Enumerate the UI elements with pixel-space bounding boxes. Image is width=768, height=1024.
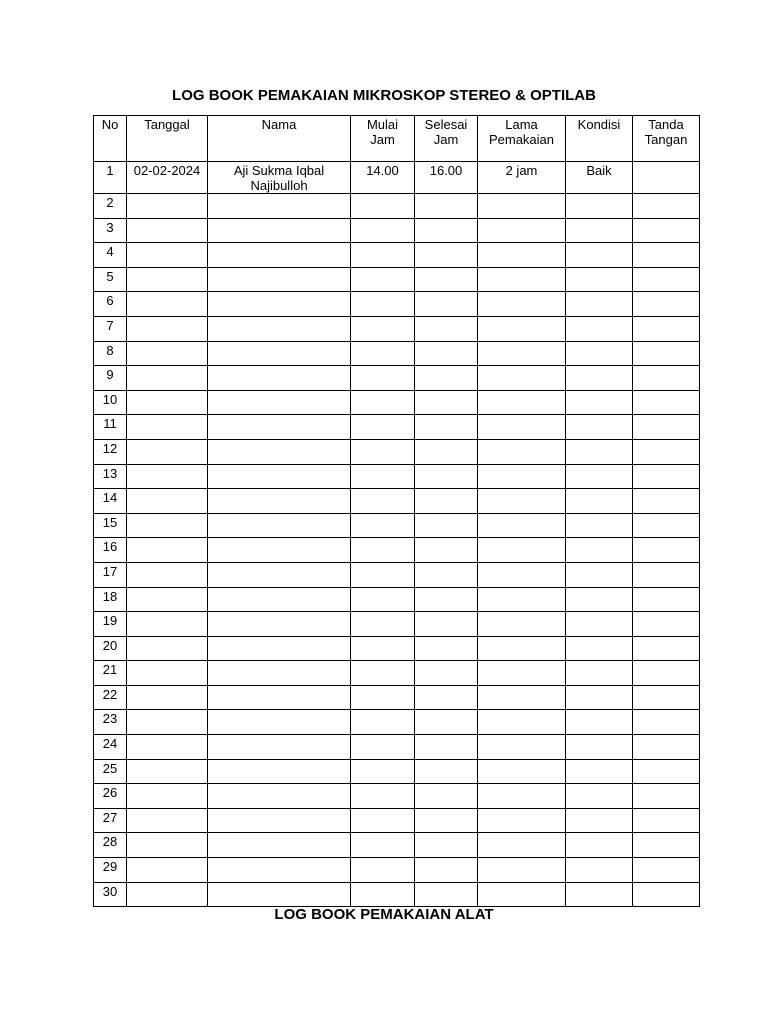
cell-no: 4: [94, 243, 127, 268]
cell-tanda-tangan: [633, 267, 700, 292]
cell-tanda-tangan: [633, 661, 700, 686]
table-row: [94, 513, 700, 538]
cell-kondisi: [566, 833, 633, 858]
cell-nama: [208, 267, 351, 292]
cell-tanda-tangan: [633, 316, 700, 341]
cell-lama-pemakaian: [478, 243, 566, 268]
header-selesai-jam: Selesai Jam: [415, 116, 478, 162]
cell-mulai-jam: [351, 194, 415, 219]
cell-tanda-tangan: [633, 735, 700, 760]
cell-nama: [208, 858, 351, 883]
table-row: [94, 784, 700, 809]
table-row: [94, 562, 700, 587]
cell-selesai-jam: [415, 292, 478, 317]
cell-lama-pemakaian: [478, 784, 566, 809]
cell-tanggal: [127, 562, 208, 587]
cell-nama: [208, 882, 351, 907]
cell-kondisi: [566, 661, 633, 686]
cell-no: 9: [94, 366, 127, 391]
cell-mulai-jam: 14.00: [351, 162, 415, 194]
cell-tanggal: [127, 267, 208, 292]
cell-lama-pemakaian: [478, 415, 566, 440]
cell-kondisi: [566, 808, 633, 833]
cell-no: 26: [94, 784, 127, 809]
table-row: [94, 194, 700, 219]
cell-tanda-tangan: [633, 513, 700, 538]
table-row: [94, 710, 700, 735]
cell-mulai-jam: [351, 366, 415, 391]
cell-kondisi: [566, 464, 633, 489]
cell-kondisi: [566, 612, 633, 637]
cell-tanggal: [127, 538, 208, 563]
cell-lama-pemakaian: [478, 267, 566, 292]
cell-no: 29: [94, 858, 127, 883]
table-row: [94, 316, 700, 341]
cell-tanda-tangan: [633, 833, 700, 858]
table-row: [94, 218, 700, 243]
cell-mulai-jam: [351, 784, 415, 809]
cell-selesai-jam: [415, 243, 478, 268]
cell-kondisi: [566, 759, 633, 784]
cell-tanggal: 02-02-2024: [127, 162, 208, 194]
cell-mulai-jam: [351, 587, 415, 612]
header-mulai-jam: Mulai Jam: [351, 116, 415, 162]
cell-kondisi: [566, 710, 633, 735]
cell-nama: [208, 538, 351, 563]
cell-kondisi: [566, 439, 633, 464]
cell-selesai-jam: [415, 341, 478, 366]
cell-mulai-jam: [351, 882, 415, 907]
cell-tanggal: [127, 439, 208, 464]
cell-kondisi: [566, 882, 633, 907]
cell-lama-pemakaian: 2 jam: [478, 162, 566, 194]
cell-tanggal: [127, 341, 208, 366]
cell-mulai-jam: [351, 341, 415, 366]
cell-tanggal: [127, 194, 208, 219]
cell-tanggal: [127, 464, 208, 489]
cell-selesai-jam: [415, 759, 478, 784]
cell-nama: [208, 316, 351, 341]
cell-selesai-jam: [415, 267, 478, 292]
cell-no: 8: [94, 341, 127, 366]
cell-no: 24: [94, 735, 127, 760]
cell-kondisi: [566, 194, 633, 219]
cell-mulai-jam: [351, 464, 415, 489]
cell-lama-pemakaian: [478, 489, 566, 514]
cell-selesai-jam: [415, 464, 478, 489]
cell-nama: [208, 194, 351, 219]
cell-no: 21: [94, 661, 127, 686]
cell-selesai-jam: 16.00: [415, 162, 478, 194]
cell-tanggal: [127, 390, 208, 415]
cell-kondisi: [566, 587, 633, 612]
cell-lama-pemakaian: [478, 194, 566, 219]
cell-no: 16: [94, 538, 127, 563]
cell-tanda-tangan: [633, 439, 700, 464]
cell-nama: [208, 587, 351, 612]
cell-no: 15: [94, 513, 127, 538]
cell-selesai-jam: [415, 538, 478, 563]
cell-tanggal: [127, 292, 208, 317]
cell-nama: [208, 390, 351, 415]
cell-tanda-tangan: [633, 390, 700, 415]
cell-tanggal: [127, 882, 208, 907]
table-row: [94, 858, 700, 883]
cell-selesai-jam: [415, 685, 478, 710]
cell-tanda-tangan: [633, 562, 700, 587]
cell-tanda-tangan: [633, 341, 700, 366]
cell-tanda-tangan: [633, 366, 700, 391]
cell-tanda-tangan: [633, 612, 700, 637]
table-row: [94, 833, 700, 858]
cell-mulai-jam: [351, 538, 415, 563]
cell-nama: [208, 366, 351, 391]
cell-selesai-jam: [415, 710, 478, 735]
cell-mulai-jam: [351, 316, 415, 341]
cell-nama: [208, 513, 351, 538]
cell-tanggal: [127, 612, 208, 637]
table-row: [94, 292, 700, 317]
cell-lama-pemakaian: [478, 661, 566, 686]
cell-tanggal: [127, 316, 208, 341]
cell-kondisi: [566, 489, 633, 514]
cell-lama-pemakaian: [478, 759, 566, 784]
cell-mulai-jam: [351, 243, 415, 268]
cell-mulai-jam: [351, 562, 415, 587]
cell-kondisi: [566, 685, 633, 710]
cell-mulai-jam: [351, 415, 415, 440]
cell-lama-pemakaian: [478, 538, 566, 563]
cell-tanggal: [127, 710, 208, 735]
cell-selesai-jam: [415, 882, 478, 907]
cell-lama-pemakaian: [478, 710, 566, 735]
footer-title: LOG BOOK PEMAKAIAN ALAT: [274, 906, 494, 923]
cell-mulai-jam: [351, 735, 415, 760]
header-nama: Nama: [208, 116, 351, 162]
cell-kondisi: [566, 267, 633, 292]
cell-nama: [208, 612, 351, 637]
cell-tanda-tangan: [633, 808, 700, 833]
page-title: LOG BOOK PEMAKAIAN MIKROSKOP STEREO & OPTILAB: [172, 87, 596, 104]
cell-nama: [208, 489, 351, 514]
cell-selesai-jam: [415, 587, 478, 612]
cell-mulai-jam: [351, 710, 415, 735]
cell-lama-pemakaian: [478, 513, 566, 538]
cell-tanggal: [127, 833, 208, 858]
cell-mulai-jam: [351, 513, 415, 538]
table-row: [94, 439, 700, 464]
cell-lama-pemakaian: [478, 636, 566, 661]
cell-selesai-jam: [415, 562, 478, 587]
cell-lama-pemakaian: [478, 316, 566, 341]
cell-lama-pemakaian: [478, 366, 566, 391]
cell-kondisi: [566, 562, 633, 587]
cell-tanggal: [127, 415, 208, 440]
cell-lama-pemakaian: [478, 808, 566, 833]
header-kondisi: Kondisi: [566, 116, 633, 162]
cell-tanggal: [127, 759, 208, 784]
cell-kondisi: [566, 390, 633, 415]
cell-nama: [208, 218, 351, 243]
table-row: [94, 661, 700, 686]
cell-kondisi: [566, 538, 633, 563]
cell-mulai-jam: [351, 267, 415, 292]
cell-no: 20: [94, 636, 127, 661]
cell-no: 14: [94, 489, 127, 514]
cell-tanda-tangan: [633, 587, 700, 612]
cell-no: 23: [94, 710, 127, 735]
cell-tanda-tangan: [633, 685, 700, 710]
cell-kondisi: [566, 513, 633, 538]
table-row: [94, 538, 700, 563]
cell-tanggal: [127, 858, 208, 883]
table-row: [94, 612, 700, 637]
cell-lama-pemakaian: [478, 341, 566, 366]
cell-lama-pemakaian: [478, 735, 566, 760]
cell-nama: [208, 341, 351, 366]
cell-no: 28: [94, 833, 127, 858]
cell-no: 13: [94, 464, 127, 489]
cell-nama: [208, 562, 351, 587]
cell-no: 7: [94, 316, 127, 341]
table-header: [94, 116, 700, 162]
cell-tanda-tangan: [633, 538, 700, 563]
cell-tanda-tangan: [633, 784, 700, 809]
cell-selesai-jam: [415, 661, 478, 686]
table-row: [94, 808, 700, 833]
table-row: [94, 267, 700, 292]
table-row: [94, 415, 700, 440]
cell-mulai-jam: [351, 759, 415, 784]
cell-nama: [208, 685, 351, 710]
cell-nama: [208, 710, 351, 735]
cell-nama: [208, 243, 351, 268]
cell-lama-pemakaian: [478, 833, 566, 858]
cell-no: 27: [94, 808, 127, 833]
cell-tanggal: [127, 661, 208, 686]
cell-selesai-jam: [415, 218, 478, 243]
table-row: [94, 587, 700, 612]
cell-lama-pemakaian: [478, 464, 566, 489]
table-row: [94, 636, 700, 661]
cell-nama: [208, 464, 351, 489]
cell-tanda-tangan: [633, 858, 700, 883]
cell-mulai-jam: [351, 636, 415, 661]
cell-kondisi: [566, 415, 633, 440]
cell-no: 10: [94, 390, 127, 415]
cell-lama-pemakaian: [478, 439, 566, 464]
cell-nama: [208, 661, 351, 686]
table-body: [94, 162, 700, 907]
table-row: [94, 341, 700, 366]
cell-selesai-jam: [415, 415, 478, 440]
cell-kondisi: [566, 858, 633, 883]
cell-mulai-jam: [351, 489, 415, 514]
cell-mulai-jam: [351, 685, 415, 710]
cell-selesai-jam: [415, 784, 478, 809]
cell-lama-pemakaian: [478, 858, 566, 883]
cell-nama: [208, 808, 351, 833]
cell-tanggal: [127, 489, 208, 514]
cell-selesai-jam: [415, 390, 478, 415]
cell-nama: [208, 415, 351, 440]
cell-tanggal: [127, 587, 208, 612]
cell-selesai-jam: [415, 612, 478, 637]
cell-lama-pemakaian: [478, 685, 566, 710]
cell-selesai-jam: [415, 636, 478, 661]
cell-tanda-tangan: [633, 218, 700, 243]
cell-tanda-tangan: [633, 464, 700, 489]
cell-tanda-tangan: [633, 882, 700, 907]
cell-nama: [208, 759, 351, 784]
header-no: No: [94, 116, 127, 162]
cell-lama-pemakaian: [478, 587, 566, 612]
cell-lama-pemakaian: [478, 218, 566, 243]
cell-tanda-tangan: [633, 710, 700, 735]
cell-mulai-jam: [351, 833, 415, 858]
table-row: [94, 735, 700, 760]
cell-no: 3: [94, 218, 127, 243]
cell-tanda-tangan: [633, 194, 700, 219]
log-table: [93, 115, 700, 907]
table-row: [94, 685, 700, 710]
cell-selesai-jam: [415, 735, 478, 760]
cell-tanggal: [127, 784, 208, 809]
cell-nama: [208, 735, 351, 760]
cell-tanggal: [127, 366, 208, 391]
cell-kondisi: [566, 218, 633, 243]
cell-nama: [208, 784, 351, 809]
header-row: [94, 116, 700, 162]
cell-kondisi: [566, 341, 633, 366]
cell-kondisi: [566, 292, 633, 317]
cell-kondisi: [566, 366, 633, 391]
cell-tanggal: [127, 808, 208, 833]
cell-mulai-jam: [351, 661, 415, 686]
cell-lama-pemakaian: [478, 882, 566, 907]
header-tanda-tangan: Tanda Tangan: [633, 116, 700, 162]
cell-no: 6: [94, 292, 127, 317]
cell-selesai-jam: [415, 194, 478, 219]
table-row: [94, 390, 700, 415]
cell-lama-pemakaian: [478, 562, 566, 587]
cell-mulai-jam: [351, 439, 415, 464]
cell-mulai-jam: [351, 390, 415, 415]
cell-selesai-jam: [415, 366, 478, 391]
cell-tanda-tangan: [633, 636, 700, 661]
header-lama-pemakaian: Lama Pemakaian: [478, 116, 566, 162]
cell-no: 30: [94, 882, 127, 907]
cell-kondisi: [566, 636, 633, 661]
cell-selesai-jam: [415, 858, 478, 883]
table-row: [94, 882, 700, 907]
cell-tanda-tangan: [633, 243, 700, 268]
cell-kondisi: [566, 784, 633, 809]
cell-lama-pemakaian: [478, 292, 566, 317]
table-row: [94, 366, 700, 391]
cell-nama: [208, 439, 351, 464]
cell-no: 1: [94, 162, 127, 194]
cell-kondisi: [566, 316, 633, 341]
cell-lama-pemakaian: [478, 390, 566, 415]
cell-tanda-tangan: [633, 489, 700, 514]
cell-selesai-jam: [415, 489, 478, 514]
cell-nama: [208, 636, 351, 661]
cell-tanda-tangan: [633, 759, 700, 784]
cell-mulai-jam: [351, 612, 415, 637]
cell-tanggal: [127, 735, 208, 760]
cell-mulai-jam: [351, 808, 415, 833]
cell-kondisi: [566, 735, 633, 760]
cell-mulai-jam: [351, 292, 415, 317]
cell-no: 2: [94, 194, 127, 219]
cell-tanggal: [127, 243, 208, 268]
table-row: [94, 759, 700, 784]
cell-mulai-jam: [351, 218, 415, 243]
cell-no: 17: [94, 562, 127, 587]
cell-mulai-jam: [351, 858, 415, 883]
table-row: [94, 464, 700, 489]
cell-tanggal: [127, 218, 208, 243]
cell-selesai-jam: [415, 808, 478, 833]
cell-tanda-tangan: [633, 292, 700, 317]
cell-no: 22: [94, 685, 127, 710]
cell-lama-pemakaian: [478, 612, 566, 637]
cell-no: 11: [94, 415, 127, 440]
cell-selesai-jam: [415, 833, 478, 858]
cell-selesai-jam: [415, 316, 478, 341]
cell-no: 19: [94, 612, 127, 637]
cell-tanggal: [127, 685, 208, 710]
table-row: [94, 162, 700, 194]
cell-nama: Aji Sukma Iqbal Najibulloh: [208, 162, 351, 194]
cell-no: 5: [94, 267, 127, 292]
cell-tanggal: [127, 513, 208, 538]
cell-tanda-tangan: [633, 162, 700, 194]
table-row: [94, 243, 700, 268]
header-tanggal: Tanggal: [127, 116, 208, 162]
cell-no: 25: [94, 759, 127, 784]
cell-kondisi: Baik: [566, 162, 633, 194]
cell-selesai-jam: [415, 513, 478, 538]
table-row: [94, 489, 700, 514]
cell-tanda-tangan: [633, 415, 700, 440]
cell-selesai-jam: [415, 439, 478, 464]
cell-kondisi: [566, 243, 633, 268]
cell-no: 12: [94, 439, 127, 464]
cell-nama: [208, 833, 351, 858]
cell-nama: [208, 292, 351, 317]
cell-no: 18: [94, 587, 127, 612]
cell-tanggal: [127, 636, 208, 661]
